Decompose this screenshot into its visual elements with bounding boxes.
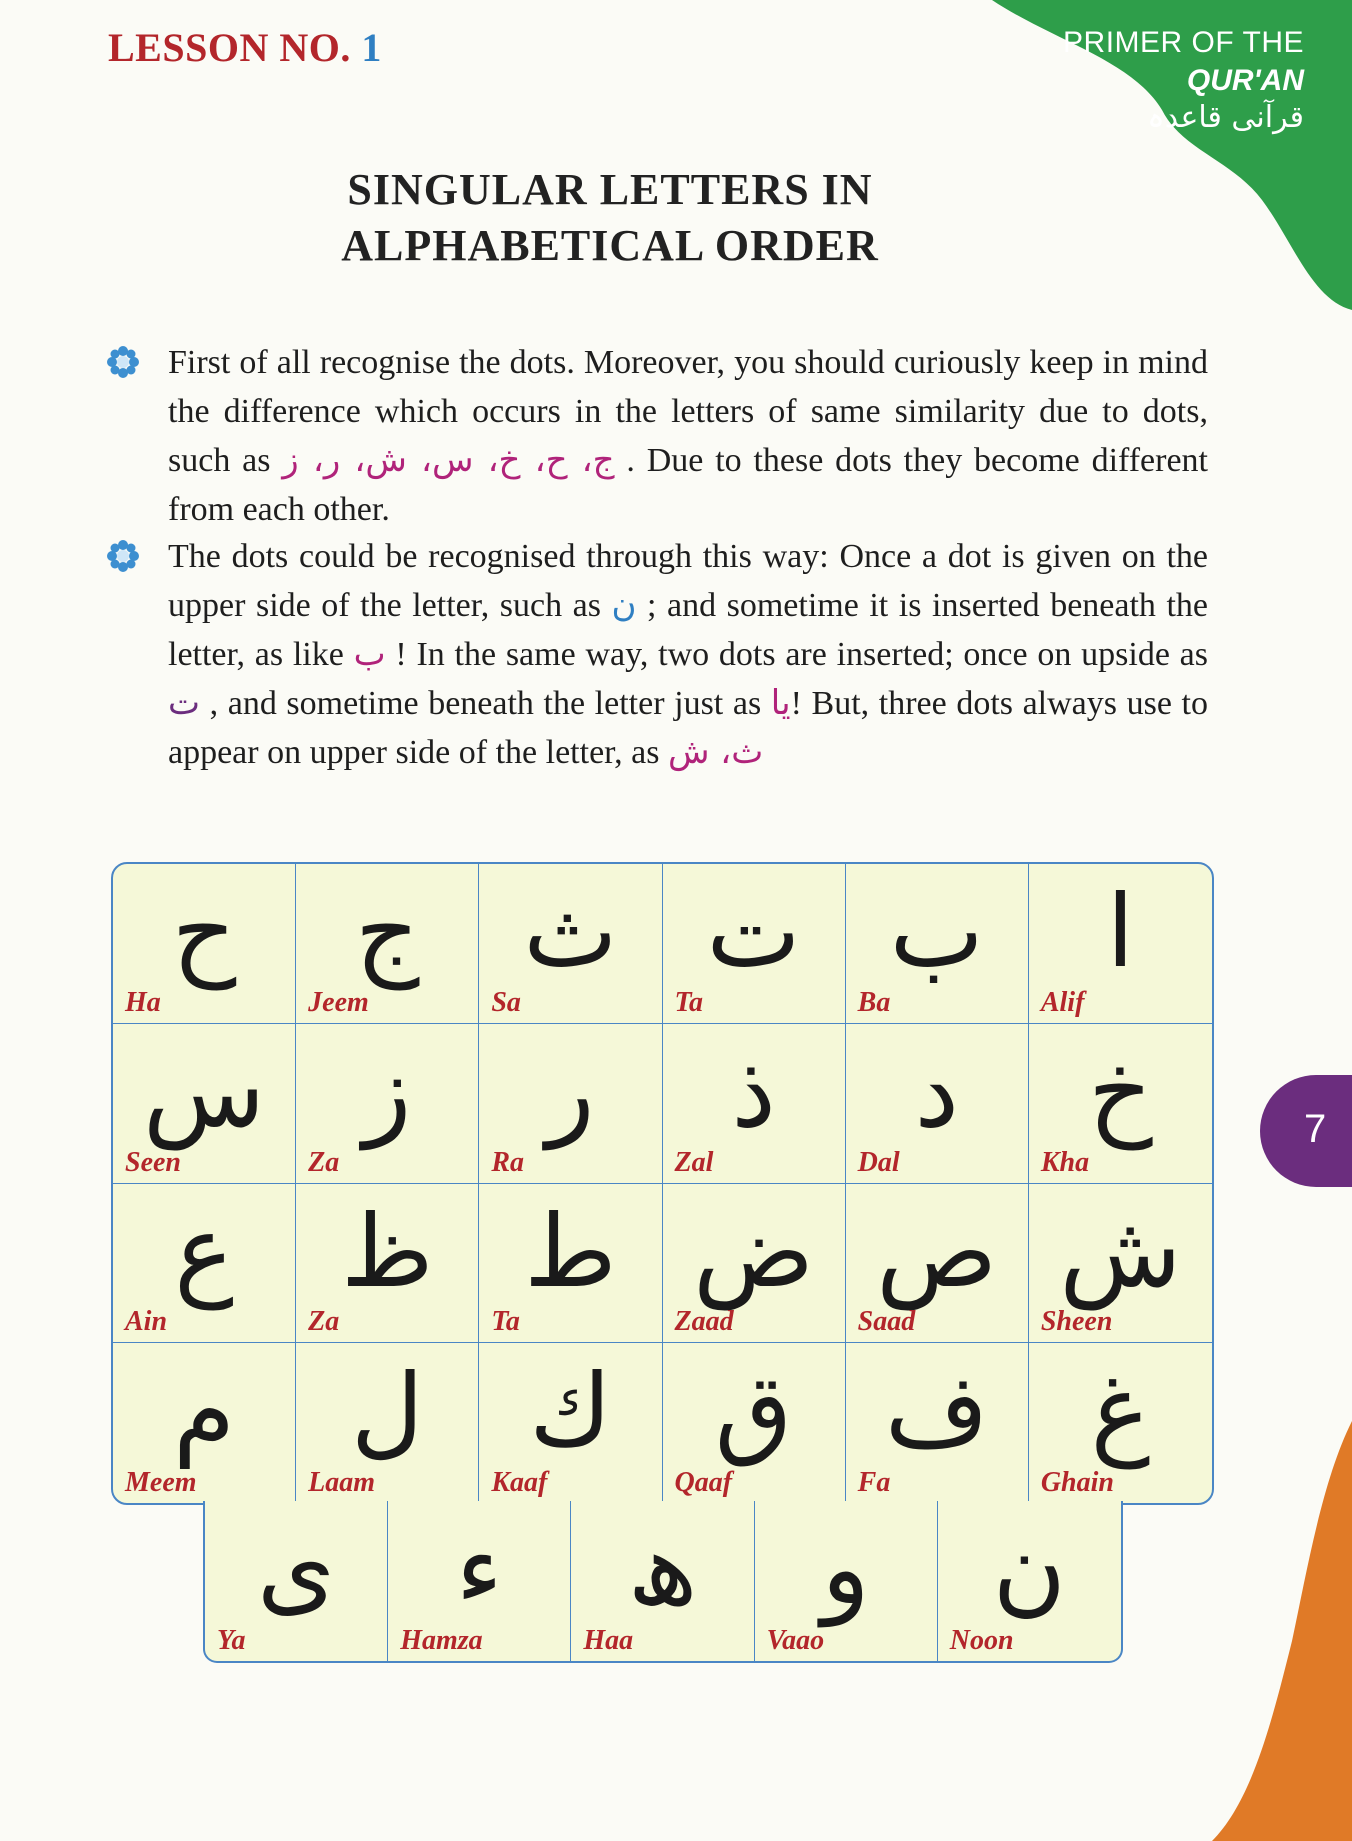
letter-name: Alif — [1040, 986, 1085, 1018]
orange-corner-decoration — [1212, 1421, 1352, 1841]
letter-cell — [1029, 1024, 1212, 1184]
paragraph-1-text-b: . Due to these dots they become different from each other. — [168, 442, 1208, 528]
alphabet-grid — [111, 862, 1214, 1505]
arabic-example-ta: ت — [168, 683, 201, 723]
arabic-letter: ع — [174, 1192, 234, 1310]
arabic-letter: ض — [693, 1192, 815, 1310]
paragraph-dots-intro — [168, 338, 1208, 534]
lesson-label: LESSON NO. — [108, 25, 351, 70]
letter-cell — [388, 1501, 571, 1661]
arabic-letter: غ — [1090, 1352, 1151, 1470]
arabic-letter: ر — [546, 1032, 595, 1150]
lesson-number: 1 — [361, 25, 382, 70]
letter-name: Za — [308, 1306, 340, 1338]
letter-name: Zal — [674, 1146, 714, 1178]
arabic-letter: ح — [171, 873, 237, 990]
arabic-example-sa-sheen: ث، ش — [667, 732, 764, 772]
letter-cell — [663, 1343, 846, 1503]
letter-name: Ra — [491, 1146, 525, 1178]
arabic-letter: ا — [1106, 873, 1135, 990]
alphabet-grid-bottom-row — [203, 1501, 1123, 1663]
letter-cell — [113, 864, 296, 1024]
letter-name: Jeem — [308, 986, 369, 1018]
paragraph-2-text-a: The dots could be recognised through this way: Once a dot is given on the upper side of the letter, such as — [168, 538, 1208, 624]
letter-name: Ain — [125, 1306, 168, 1338]
arabic-letter: ھ — [627, 1510, 698, 1627]
arabic-example-ya: یا — [770, 683, 791, 723]
letter-cell — [205, 1501, 388, 1661]
letter-cell — [113, 1343, 296, 1503]
arabic-letter: ص — [876, 1192, 998, 1310]
letter-name: Saad — [857, 1306, 916, 1338]
letter-cell — [479, 1343, 662, 1503]
page-number-tab — [1260, 1075, 1352, 1187]
paragraph-1-text-a: First of all recognise the dots. Moreover, you should curiously keep in mind the difference which occurs in the letters of same similarity due to dots, such as — [168, 344, 1208, 479]
letter-cell — [296, 1343, 479, 1503]
arabic-letter: ز — [363, 1032, 412, 1150]
letter-name: Ya — [217, 1625, 246, 1656]
arabic-letter: د — [914, 1032, 959, 1150]
arabic-example-ba: ب — [353, 634, 386, 674]
arabic-letter: س — [143, 1032, 266, 1150]
arabic-letter: ب — [889, 873, 984, 990]
letter-cell — [755, 1501, 938, 1661]
letter-name: Kha — [1040, 1146, 1090, 1178]
letter-name: Ta — [674, 986, 704, 1018]
letter-name: Seen — [125, 1146, 181, 1178]
letter-name: Laam — [308, 1467, 376, 1498]
letter-cell — [846, 1024, 1029, 1184]
letter-name: Zaad — [674, 1306, 734, 1338]
letter-name: Ghain — [1040, 1467, 1114, 1498]
page-number: 7 — [1304, 1107, 1327, 1151]
letter-cell — [1029, 1184, 1212, 1344]
paragraph-2-text-e: ! But, three dots always use to appear on upper side of the letter, as — [168, 685, 1208, 771]
arabic-letter: خ — [1088, 1032, 1153, 1150]
arabic-letter: ظ — [341, 1192, 434, 1310]
arabic-example-noon: ن — [611, 585, 637, 625]
arabic-letter: ث — [523, 873, 618, 990]
letter-name: Za — [308, 1146, 340, 1178]
letter-cell — [113, 1184, 296, 1344]
page-heading — [0, 162, 1220, 274]
letter-cell — [479, 864, 662, 1024]
arabic-letter: ت — [706, 873, 801, 990]
letter-cell — [663, 864, 846, 1024]
arabic-letter: م — [173, 1352, 236, 1470]
letter-cell — [479, 1024, 662, 1184]
letter-name: Ba — [857, 986, 891, 1018]
brand-line-1: PRIMER OF THE — [1063, 26, 1304, 59]
letter-name: Noon — [949, 1625, 1014, 1656]
arabic-letter: ج — [354, 873, 420, 990]
paragraph-2-text-d: , and sometime beneath the letter just as — [200, 685, 771, 722]
letter-cell — [938, 1501, 1121, 1661]
heading-line-1: SINGULAR LETTERS IN — [347, 165, 873, 214]
arabic-letter: ذ — [731, 1032, 776, 1150]
letter-cell — [1029, 864, 1212, 1024]
arabic-letter: ق — [714, 1352, 793, 1470]
book-brand — [1063, 26, 1304, 135]
paragraph-dot-positions — [168, 532, 1208, 777]
letter-name: Sa — [491, 986, 521, 1018]
flower-bullet-icon — [106, 345, 140, 379]
arabic-letter: و — [821, 1510, 870, 1627]
arabic-examples-similar-letters: ج، ح، خ، س، ش، ر، ز — [282, 440, 615, 480]
letter-name: Dal — [857, 1146, 900, 1178]
arabic-letter: ل — [350, 1352, 424, 1470]
letter-cell — [571, 1501, 754, 1661]
arabic-letter: ف — [884, 1352, 989, 1470]
flower-bullet-icon — [106, 539, 140, 573]
arabic-letter: ى — [256, 1510, 336, 1627]
letter-name: Hamza — [400, 1625, 483, 1656]
arabic-letter: ش — [1059, 1192, 1182, 1310]
lesson-title — [108, 24, 382, 71]
letter-name: Ta — [491, 1306, 520, 1338]
letter-cell — [296, 1024, 479, 1184]
heading-line-2: ALPHABETICAL ORDER — [341, 221, 879, 270]
letter-cell — [296, 864, 479, 1024]
letter-name: Kaaf — [491, 1467, 548, 1498]
letter-cell — [113, 1024, 296, 1184]
arabic-letter: ك — [529, 1352, 612, 1470]
letter-cell — [846, 1184, 1029, 1344]
brand-line-3: قرآنی قاعدہ — [1147, 100, 1304, 135]
paragraph-2-text-c: ! In the same way, two dots are inserted; once on upside as — [385, 636, 1208, 673]
letter-name: Ha — [125, 986, 161, 1018]
letter-name: Meem — [125, 1467, 197, 1498]
letter-cell — [479, 1184, 662, 1344]
letter-cell — [846, 864, 1029, 1024]
letter-name: Sheen — [1040, 1306, 1113, 1338]
letter-name: Haa — [583, 1625, 634, 1656]
letter-name: Qaaf — [674, 1467, 733, 1498]
letter-cell — [846, 1343, 1029, 1503]
letter-cell — [663, 1184, 846, 1344]
letter-name: Fa — [857, 1467, 891, 1498]
arabic-letter: ط — [524, 1192, 617, 1310]
arabic-letter: ن — [992, 1510, 1067, 1627]
paragraph-2-text-b: ; and sometime it is inserted beneath the letter, as like — [168, 587, 1208, 673]
letter-cell — [296, 1184, 479, 1344]
letter-cell — [663, 1024, 846, 1184]
letter-cell — [1029, 1343, 1212, 1503]
arabic-letter: ء — [455, 1510, 503, 1627]
letter-name: Vaao — [766, 1625, 825, 1656]
brand-line-2: QUR'AN — [1186, 64, 1304, 97]
